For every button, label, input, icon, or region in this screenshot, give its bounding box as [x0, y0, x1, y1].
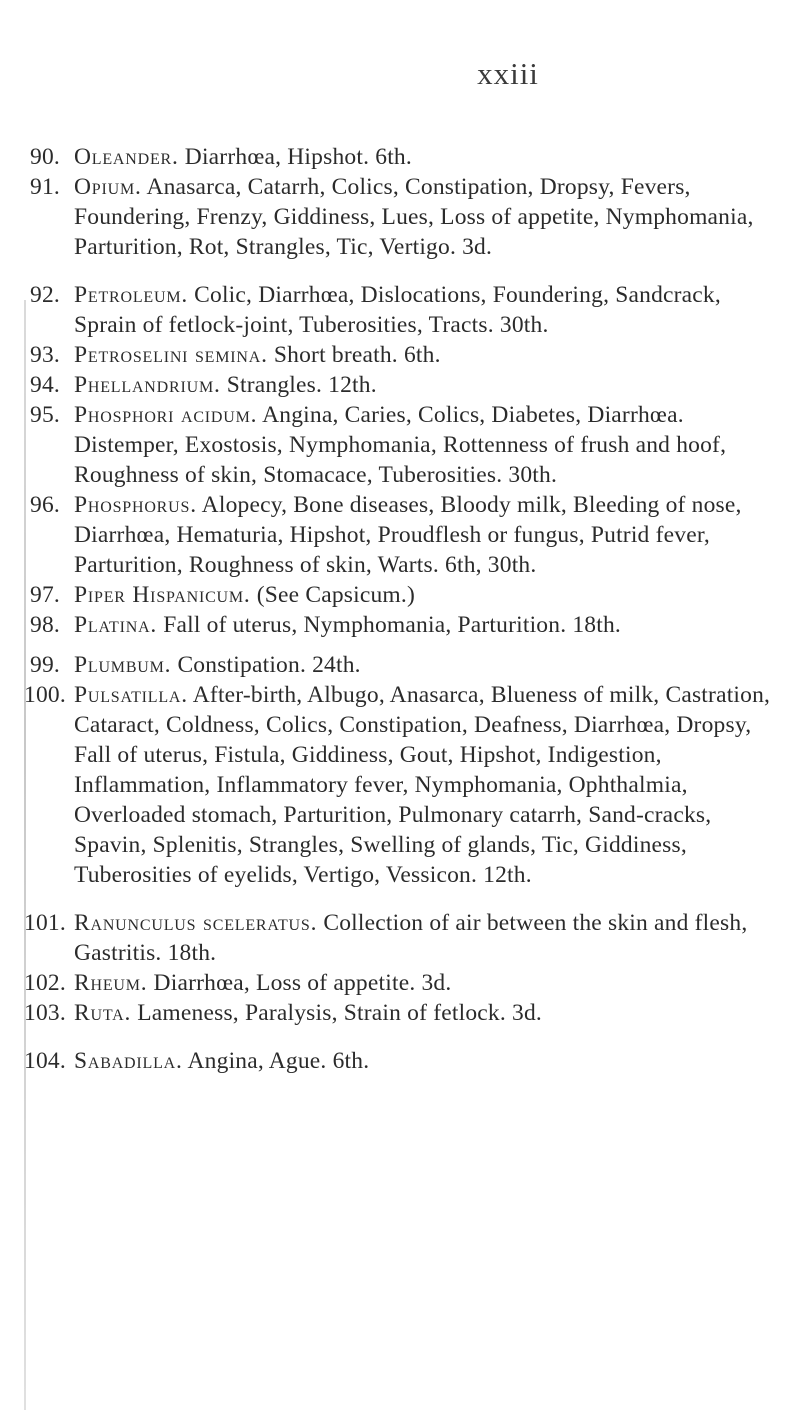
- remedy-indications: Lameness, Paralysis, Strain of fetlock. 3d.: [137, 1000, 542, 1026]
- remedy-entry: [0, 280, 800, 340]
- remedy-name: Phosphori acidum.: [74, 402, 258, 428]
- remedy-indications: Diarrhœa, Loss of appetite. 3d.: [153, 970, 452, 996]
- remedy-indications: Short breath. 6th.: [273, 342, 441, 368]
- remedy-indications: Anasarca, Catarrh, Colics, Constipation, Dropsy, Fevers, Foundering, Frenzy, Giddiness, Lues, Loss of appetite, Nymphomania, Parturition, Rot, Strangles, Tic, Vertigo. 3d.: [74, 174, 754, 260]
- remedy-entry: [0, 142, 800, 172]
- entry-number: 91.: [30, 174, 60, 200]
- remedy-indications: Angina, Ague. 6th.: [187, 1048, 370, 1074]
- entry-number: 98.: [30, 612, 60, 638]
- remedy-entry: [0, 370, 800, 400]
- entry-number: 103.: [24, 1000, 66, 1026]
- remedy-entry: [0, 490, 800, 580]
- remedy-name: Plumbum.: [74, 652, 172, 678]
- remedy-name: Phellandrium.: [74, 372, 221, 398]
- entry-number: 96.: [30, 492, 60, 518]
- remedy-name: Petroleum.: [74, 282, 189, 308]
- remedy-name: Pulsatilla.: [74, 682, 188, 708]
- remedy-name: Ranunculus sceleratus.: [74, 910, 318, 936]
- remedy-entry: [0, 172, 800, 262]
- remedy-name: Petroselini semina.: [74, 342, 268, 368]
- remedy-indications: Fall of uterus, Nymphomania, Parturition. 18th.: [163, 612, 622, 638]
- remedy-name: Piper Hispanicum.: [74, 582, 251, 608]
- remedy-indications: Strangles. 12th.: [226, 372, 377, 398]
- remedy-entry: [0, 580, 800, 610]
- remedy-list: [0, 142, 800, 1076]
- remedy-name: Rheum.: [74, 970, 148, 996]
- entry-number: 104.: [24, 1048, 66, 1074]
- remedy-name: Ruta.: [74, 1000, 132, 1026]
- remedy-indications: Angina, Caries, Colics, Diabetes, Diarrhœa. Distemper, Exostosis, Nymphomania, Rottenness of frush and hoof, Roughness of skin, Stomacace, Tuberosities. 30th.: [74, 402, 727, 488]
- remedy-entry: [0, 1046, 800, 1076]
- remedy-name: Opium.: [74, 174, 142, 200]
- remedy-indications: Constipation. 24th.: [177, 652, 361, 678]
- page-number: xxiii: [477, 56, 539, 91]
- entry-number: 97.: [30, 582, 60, 608]
- remedy-indications: Colic, Diarrhœa, Dislocations, Foundering, Sandcrack, Sprain of fetlock-joint, Tuberosities, Tracts. 30th.: [74, 282, 721, 338]
- remedy-name: Platina.: [74, 612, 158, 638]
- remedy-entry: [0, 340, 800, 370]
- entry-number: 92.: [30, 282, 60, 308]
- remedy-name: Sabadilla.: [74, 1048, 183, 1074]
- remedy-entry: [0, 610, 800, 640]
- remedy-entry: [0, 968, 800, 998]
- entry-number: 99.: [30, 652, 60, 678]
- entry-number: 102.: [24, 970, 66, 996]
- entry-number: 100.: [24, 682, 66, 708]
- entry-number: 90.: [30, 144, 60, 170]
- remedy-entry: [0, 680, 800, 890]
- remedy-entry: [0, 400, 800, 490]
- remedy-indications: Collection of air between the skin and flesh, Gastritis. 18th.: [74, 910, 748, 966]
- remedy-indications: Alopecy, Bone diseases, Bloody milk, Bleeding of nose, Diarrhœa, Hematuria, Hipshot, Proudflesh or fungus, Putrid fever, Parturition, Roughness of skin, Warts. 6th, 30th.: [74, 492, 742, 578]
- remedy-indications: After-birth, Albugo, Anasarca, Blueness of milk, Castration, Cataract, Coldness, Colics, Constipation, Deafness, Diarrhœa, Dropsy, Fall of uterus, Fistula, Giddiness, Gout, Hipshot, Indigestion, Inflammation, Inflammatory fever, Nymphomania, Ophthalmia, Overloaded stomach, Parturition, Pulmonary catarrh, Sand-cracks, Spavin, Splenitis, Strangles, Swelling of glands, Tic, Giddiness, Tuberosities of eyelids, Vertigo, Vessicon. 12th.: [74, 682, 771, 888]
- entry-number: 95.: [30, 402, 60, 428]
- remedy-entry: [0, 908, 800, 968]
- remedy-name: Phosphorus.: [74, 492, 197, 518]
- remedy-entry: [0, 650, 800, 680]
- remedy-name: Oleander.: [74, 144, 179, 170]
- remedy-indications: (See Capsicum.): [256, 582, 416, 608]
- remedy-entry: [0, 998, 800, 1028]
- entry-number: 93.: [30, 342, 60, 368]
- entry-number: 94.: [30, 372, 60, 398]
- remedy-indications: Diarrhœa, Hipshot. 6th.: [184, 144, 412, 170]
- entry-number: 101.: [24, 910, 66, 936]
